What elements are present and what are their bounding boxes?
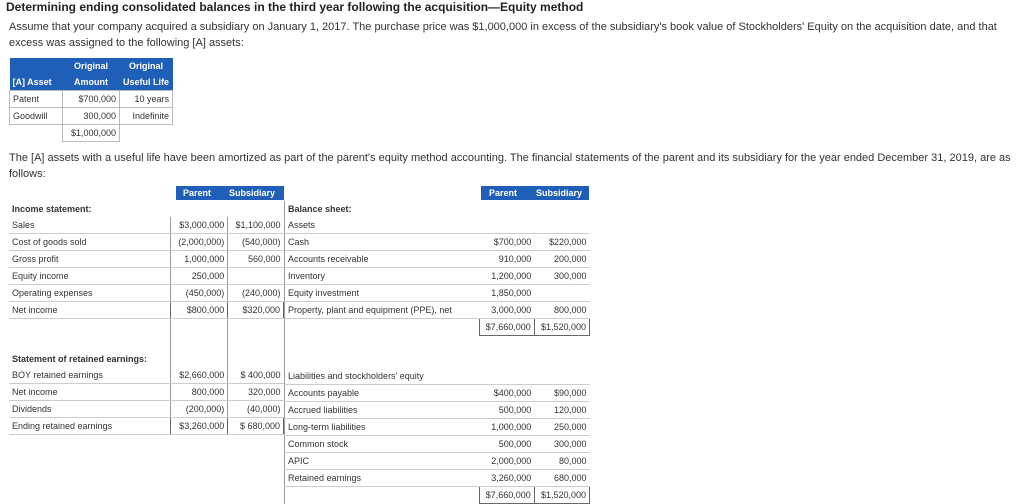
liab-row-parent: 1,000,000: [479, 419, 534, 436]
liab-row-parent: 2,000,000: [479, 453, 534, 470]
liab-row-sub: 300,000: [534, 436, 589, 453]
liab-row-label: Accounts payable: [285, 385, 480, 402]
left-header-subsidiary: Subsidiary: [229, 188, 276, 198]
asset-row-sub: 800,000: [534, 302, 589, 319]
liab-row-label: Accrued liabilities: [285, 402, 480, 419]
income-row-parent: (450,000): [171, 285, 228, 302]
re-row-sub: $ 400,000: [228, 367, 284, 384]
income-row-label: Equity income: [9, 268, 171, 285]
aa-header-amount-2: Amount: [74, 77, 108, 87]
assets-total-parent: $7,660,000: [479, 319, 534, 336]
asset-row-label: Inventory: [285, 268, 480, 285]
re-row-label: Net income: [9, 384, 171, 401]
income-title: Income statement:: [12, 204, 92, 214]
asset-row-parent: 3,000,000: [479, 302, 534, 319]
asset-row-parent: 1,200,000: [479, 268, 534, 285]
income-statement-table: [9, 201, 284, 435]
income-row-sub: (240,000): [228, 285, 284, 302]
asset-row-label: Accounts receivable: [285, 251, 480, 268]
aa-header-life-1: Original: [128, 61, 163, 71]
income-row-parent: $800,000: [171, 302, 228, 319]
re-row-label: Ending retained earnings: [9, 418, 171, 435]
re-row-sub: 320,000: [228, 384, 284, 401]
income-row-parent: (2,000,000): [171, 234, 228, 251]
re-row-label: BOY retained earnings: [9, 367, 171, 384]
income-row-sub: $320,000: [228, 302, 284, 319]
liab-row-label: Common stock: [285, 436, 480, 453]
liab-row-sub: 680,000: [534, 470, 589, 487]
left-header-parent: Parent: [183, 188, 212, 198]
liab-row-parent: 500,000: [479, 436, 534, 453]
income-row-label: Net income: [9, 302, 171, 319]
asset-row-label: Equity investment: [285, 285, 480, 302]
liab-row-sub: 120,000: [534, 402, 589, 419]
assets-title: Assets: [285, 217, 590, 234]
income-row-label: Gross profit: [9, 251, 171, 268]
right-header-parent: Parent: [489, 188, 518, 198]
income-row-label: Cost of goods sold: [9, 234, 171, 251]
aa-asset-table: [9, 58, 173, 142]
liab-total-sub: $1,520,000: [534, 487, 589, 504]
re-row-parent: $3,260,000: [171, 418, 228, 435]
bs-title: Balance sheet:: [285, 201, 590, 217]
income-row-sub: 560,000: [228, 251, 284, 268]
liab-row-parent: 3,260,000: [479, 470, 534, 487]
income-row-sub: [228, 268, 284, 285]
page-title: Determining ending consolidated balances in the third year following the acquisition—Equity method: [6, 0, 584, 14]
re-row-parent: 800,000: [171, 384, 228, 401]
liab-row-sub: $90,000: [534, 385, 589, 402]
re-row-sub: (40,000): [228, 401, 284, 418]
liab-title: Liabilities and stockholders' equity: [285, 368, 590, 385]
liab-row-label: Long-term liabilities: [285, 419, 480, 436]
asset-row-sub: 200,000: [534, 251, 589, 268]
income-row-sub: (540,000): [228, 234, 284, 251]
assets-total-sub: $1,520,000: [534, 319, 589, 336]
re-row-sub: $ 680,000: [228, 418, 284, 435]
aa-row-life: Indefinite: [120, 108, 173, 125]
liab-row-label: APIC: [285, 453, 480, 470]
balance-sheet-table: [284, 201, 590, 504]
income-row-sub: $1,100,000: [228, 217, 284, 234]
aa-total: $1,000,000: [63, 125, 120, 142]
income-row-label: Sales: [9, 217, 171, 234]
para2-text: The [A] assets with a useful life have been amortized as part of the parent's equity method accounting. The financial statements of the parent and its subsidiary for the year ended December 31, 2019, are as follows:: [9, 152, 1011, 180]
asset-row-parent: 910,000: [479, 251, 534, 268]
asset-row-parent: $700,000: [479, 234, 534, 251]
liab-row-parent: $400,000: [479, 385, 534, 402]
asset-row-sub: 300,000: [534, 268, 589, 285]
aa-row-asset: Goodwill: [10, 108, 63, 125]
aa-row-amount: $700,000: [63, 91, 120, 108]
asset-row-sub: $220,000: [534, 234, 589, 251]
asset-row-parent: 1,850,000: [479, 285, 534, 302]
asset-row-sub: [534, 285, 589, 302]
right-header-subsidiary: Subsidiary: [536, 188, 583, 198]
asset-row-label: Property, plant and equipment (PPE), net: [285, 302, 480, 319]
liab-row-parent: 500,000: [479, 402, 534, 419]
re-row-label: Dividends: [9, 401, 171, 418]
intro-text: Assume that your company acquired a subsidiary on January 1, 2017. The purchase price was $1,000,000 in excess of the subsidiary's book value of Stockholders' Equity on the acquisition date, and that excess was assigned to the following [A] assets:: [9, 21, 997, 49]
asset-row-label: Cash: [285, 234, 480, 251]
aa-row-life: 10 years: [120, 91, 173, 108]
aa-row-asset: Patent: [10, 91, 63, 108]
liab-row-sub: 80,000: [534, 453, 589, 470]
aa-row-amount: 300,000: [63, 108, 120, 125]
income-row-parent: 250,000: [171, 268, 228, 285]
liab-total-parent: $7,660,000: [479, 487, 534, 504]
re-row-parent: $2,660,000: [171, 367, 228, 384]
right-header-bar: [481, 186, 589, 200]
aa-header-life-2: Useful Life: [122, 77, 169, 87]
liab-row-label: Retained earnings: [285, 470, 480, 487]
aa-header-asset: [A] Asset: [12, 77, 52, 87]
income-row-parent: 1,000,000: [171, 251, 228, 268]
re-row-parent: (200,000): [171, 401, 228, 418]
income-row-parent: $3,000,000: [171, 217, 228, 234]
aa-header-amount-1: Original: [73, 61, 108, 71]
re-title: Statement of retained earnings:: [12, 354, 148, 364]
income-row-label: Operating expenses: [9, 285, 171, 302]
liab-row-sub: 250,000: [534, 419, 589, 436]
left-header-bar: [176, 186, 284, 200]
